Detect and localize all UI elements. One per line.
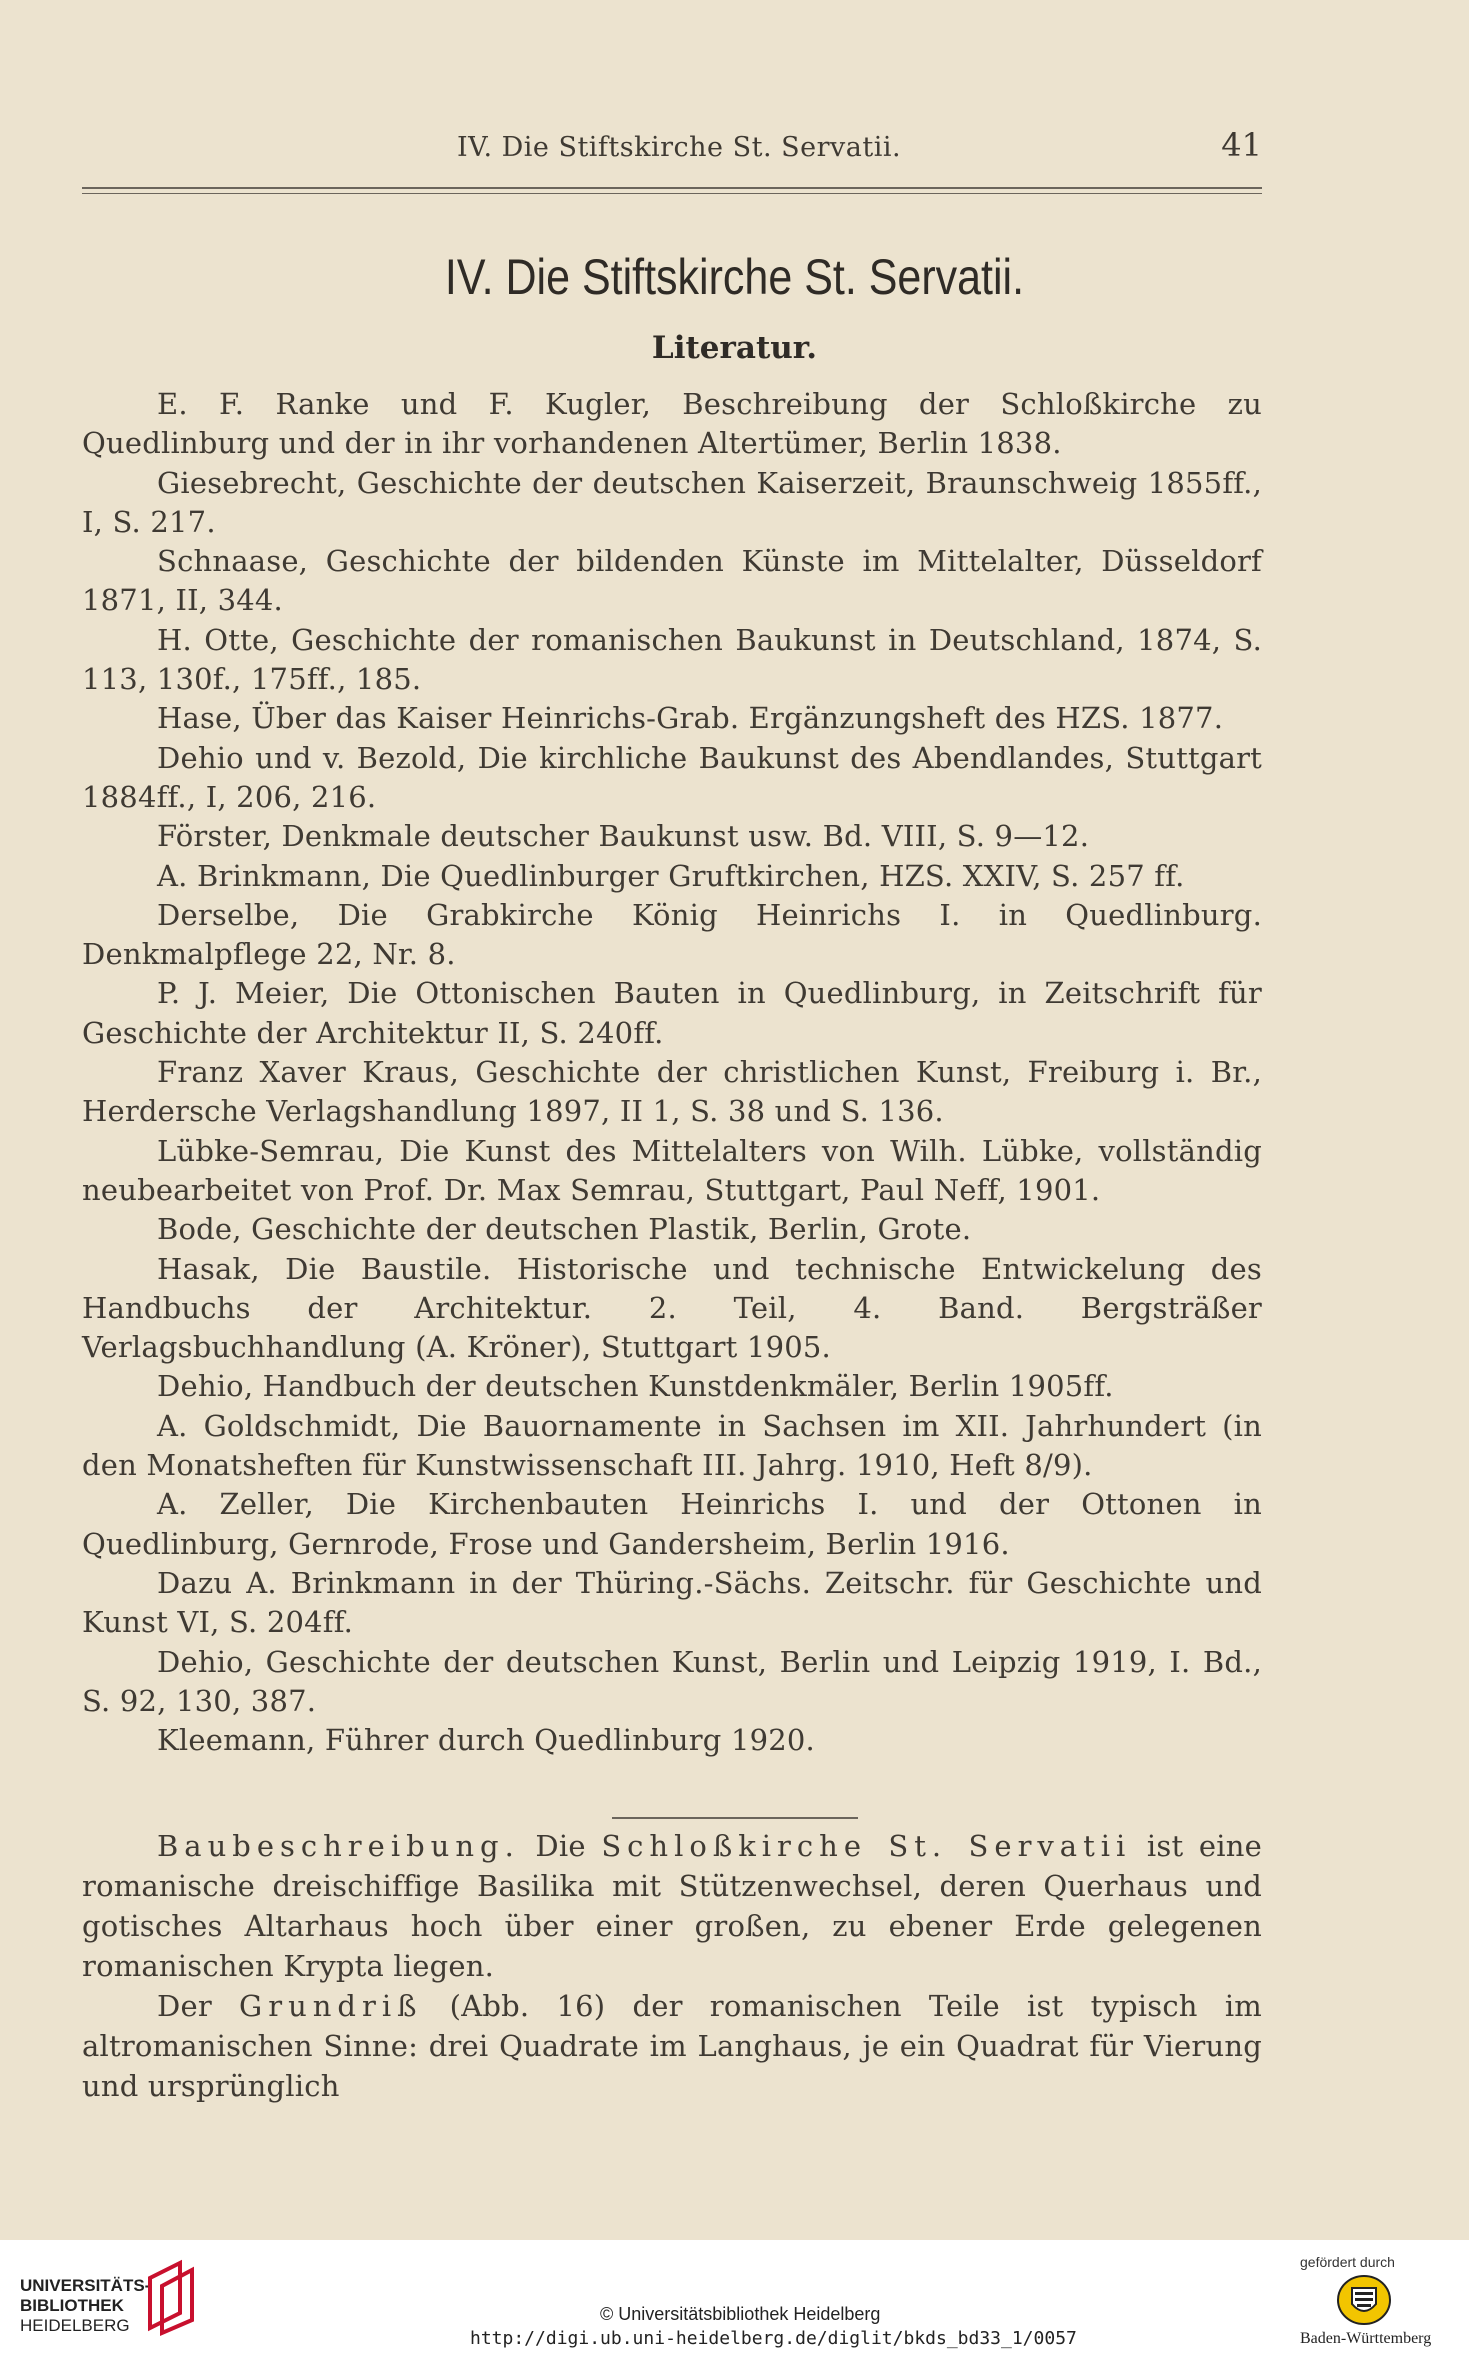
bibliography-entry: Dehio, Geschichte der deutschen Kunst, Berlin und Leipzig 1919, I. Bd., S. 92, 130, 387.: [82, 1644, 1262, 1718]
copyright-notice: © Universitätsbibliothek Heidelberg: [600, 2304, 881, 2324]
bibliography-entry: Giesebrecht, Geschichte der deutschen Kaiserzeit, Braunschweig 1855ff., I, S. 217.: [82, 465, 1262, 539]
footer-bar: [0, 2240, 1469, 2354]
chapter-title: IV. Die Stiftskirche St. Servatii.: [444, 249, 1025, 305]
header-rule: [82, 187, 1262, 189]
bibliography-entry: E. F. Ranke und F. Kugler, Beschreibung der Schloßkirche zu Quedlinburg und der in ihr vorhandenen Altertümer, Berlin 1838.: [82, 387, 1262, 461]
bibliography-entry: Dazu A. Brinkmann in der Thüring.-Sächs. Zeitschr. für Geschichte und Kunst VI, S. 204ff.: [82, 1565, 1262, 1640]
bibliography-entry: H. Otte, Geschichte der romanischen Baukunst in Deutschland, 1874, S. 113, 130f., 175ff., 185.: [82, 622, 1262, 697]
bibliography-entry: Bode, Geschichte der deutschen Plastik, Berlin, Grote.: [157, 1212, 972, 1247]
section-divider: [612, 1817, 858, 1819]
spaced-term: Grundriß: [239, 1989, 423, 2023]
lead-term: Baubeschreibung.: [157, 1829, 520, 1863]
body-text: [82, 1826, 1262, 2106]
library-logo-icon: [140, 2258, 200, 2338]
library-line: BIBLIOTHEK: [20, 2296, 124, 2315]
literature-heading: Literatur.: [651, 330, 818, 366]
header-rule-thin: [82, 193, 1262, 194]
bibliography-entry: Hase, Über das Kaiser Heinrichs-Grab. Ergänzungsheft des HZS. 1877.: [157, 701, 1224, 736]
funded-by: gefördert durch: [1300, 2254, 1395, 2270]
paragraph-grundriss: [82, 1986, 1262, 2106]
text-run: ist eine romanische dreischiffige Basilika mit Stützenwechsel, deren Querhaus und gotisches Altarhaus hoch über einer großen, zu ebener Erde gelegenen romanischen Krypta liegen.: [82, 1829, 1263, 1983]
library-logo[interactable]: [20, 2276, 150, 2336]
state-crest-icon: [1336, 2274, 1392, 2326]
text-run: Der: [157, 1989, 240, 2023]
bibliography-entry: Kleemann, Führer durch Quedlinburg 1920.: [157, 1723, 815, 1758]
bibliography-entry: Dehio, Handbuch der deutschen Kunstdenkmäler, Berlin 1905ff.: [157, 1369, 1114, 1404]
bibliography-entry: A. Goldschmidt, Die Bauornamente in Sachsen im XII. Jahrhundert (in den Monatsheften für Kunstwissenschaft III. Jahrg. 1910, Heft 8/9).: [82, 1408, 1262, 1483]
text-run: Die: [519, 1829, 602, 1863]
bibliography-entry: Lübke-Semrau, Die Kunst des Mittelalters von Wilh. Lübke, vollständig neubearbeitet von Prof. Dr. Max Semrau, Stuttgart, Paul Neff, 1901.: [82, 1133, 1262, 1207]
library-line: HEIDELBERG: [20, 2316, 130, 2335]
running-head: [82, 126, 1262, 172]
bibliography-entry: A. Brinkmann, Die Quedlinburger Gruftkirchen, HZS. XXIV, S. 257 ff.: [157, 858, 1185, 893]
bibliography-entry: Schnaase, Geschichte der bildenden Künste im Mittelalter, Düsseldorf 1871, II, 344.: [82, 544, 1262, 618]
bibliography-entry: Dehio und v. Bezold, Die kirchliche Baukunst des Abendlandes, Stuttgart 1884ff., I, 206, 216.: [82, 740, 1262, 814]
bibliography-entry: Förster, Denkmale deutscher Baukunst usw. Bd. VIII, S. 9—12.: [157, 819, 1090, 854]
bibliography-entry: Hasak, Die Baustile. Historische und technische Entwickelung des Handbuchs der Architektur. 2. Teil, 4. Band. Bergsträßer Verlagsbuchhandlung (A. Kröner), Stuttgart 1905.: [82, 1251, 1262, 1365]
church-name: Schloßkirche St. Servatii: [601, 1829, 1132, 1863]
bibliography-entry: P. J. Meier, Die Ottonischen Bauten in Quedlinburg, in Zeitschrift für Geschichte der Architektur II, S. 240ff.: [82, 976, 1262, 1050]
running-title: IV. Die Stiftskirche St. Servatii.: [457, 132, 902, 163]
text-run: (Abb. 16) der romanischen Teile ist typisch im altromanischen Sinne: drei Quadrate im Langhaus, je ein Quadrat für Vierung und ursprünglich: [82, 1989, 1262, 2103]
bibliography-entry: Derselbe, Die Grabkirche König Heinrichs I. in Quedlinburg. Denkmalpflege 22, Nr. 8.: [82, 897, 1262, 972]
library-line: UNIVERSITÄTS-: [20, 2276, 151, 2295]
bibliography-entry: A. Zeller, Die Kirchenbauten Heinrichs I. und der Ottonen in Quedlinburg, Gernrode, Frose und Gandersheim, Berlin 1916.: [82, 1487, 1262, 1561]
paragraph-baubeschreibung: [82, 1826, 1262, 1986]
bibliography-entry: Franz Xaver Kraus, Geschichte der christlichen Kunst, Freiburg i. Br., Herdersche Verlagshandlung 1897, II 1, S. 38 und S. 136.: [82, 1055, 1262, 1129]
state-name: Baden-Württemberg: [1300, 2330, 1432, 2347]
permalink[interactable]: http://digi.ub.uni-heidelberg.de/diglit/bkds_bd33_1/0057: [470, 2328, 1077, 2349]
bibliography: [82, 385, 1262, 1760]
page-number: 41: [1221, 126, 1262, 164]
